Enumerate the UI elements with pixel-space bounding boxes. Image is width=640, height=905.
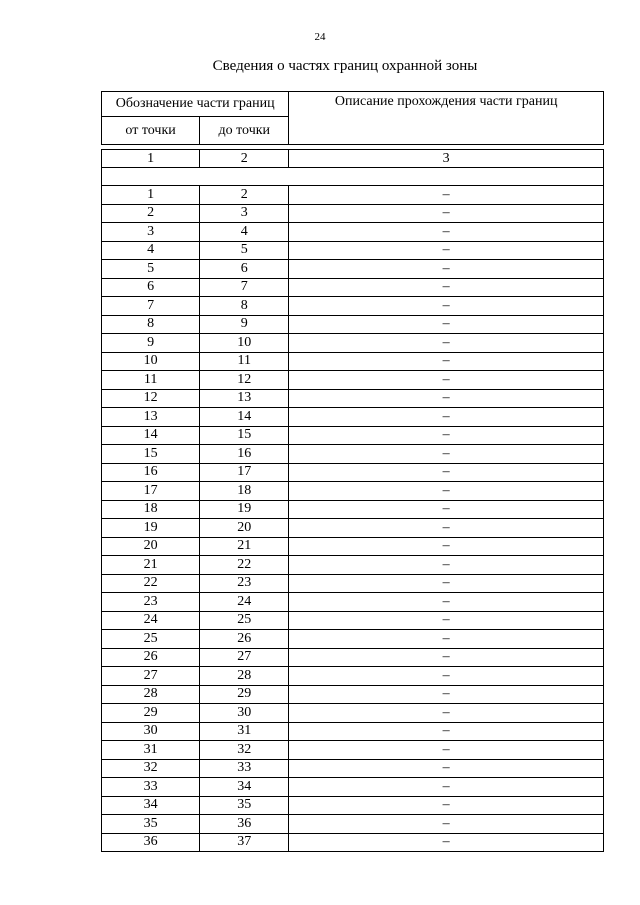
cell-to: 36	[200, 815, 289, 834]
cell-to: 22	[200, 556, 289, 575]
table-row	[102, 278, 604, 297]
table-row	[102, 334, 604, 353]
cell-from: 29	[102, 704, 200, 723]
cell-to: 15	[200, 426, 289, 445]
cell-from: 14	[102, 426, 200, 445]
cell-desc: –	[289, 537, 604, 556]
table-row	[102, 463, 604, 482]
cell-to: 20	[200, 519, 289, 538]
cell-from: 31	[102, 741, 200, 760]
cell-from: 16	[102, 463, 200, 482]
cell-from: 12	[102, 389, 200, 408]
table-row	[102, 759, 604, 778]
cell-to: 27	[200, 648, 289, 667]
cell-to: 10	[200, 334, 289, 353]
table-row	[102, 741, 604, 760]
cell-desc: –	[289, 408, 604, 427]
cell-from: 8	[102, 315, 200, 334]
column-number-row	[102, 150, 604, 168]
cell-desc: –	[289, 223, 604, 242]
cell-to: 8	[200, 297, 289, 316]
cell-to: 24	[200, 593, 289, 612]
table-row	[102, 445, 604, 464]
cell-to: 13	[200, 389, 289, 408]
table-row	[102, 389, 604, 408]
cell-from: 3	[102, 223, 200, 242]
cell-to: 5	[200, 241, 289, 260]
cell-to: 34	[200, 778, 289, 797]
table-row	[102, 241, 604, 260]
cell-to: 31	[200, 722, 289, 741]
cell-to: 32	[200, 741, 289, 760]
cell-from: 1	[102, 186, 200, 205]
cell-to: 23	[200, 574, 289, 593]
cell-to: 6	[200, 260, 289, 279]
cell-desc: –	[289, 389, 604, 408]
header-description-label: Описание прохождения части границ	[289, 92, 604, 145]
table-row	[102, 796, 604, 815]
cell-desc: –	[289, 556, 604, 575]
cell-desc: –	[289, 186, 604, 205]
table-row	[102, 815, 604, 834]
cell-from: 24	[102, 611, 200, 630]
cell-desc: –	[289, 241, 604, 260]
table-row	[102, 648, 604, 667]
table-row	[102, 482, 604, 501]
cell-from: 2	[102, 204, 200, 223]
cell-from: 32	[102, 759, 200, 778]
cell-desc: –	[289, 704, 604, 723]
table-row	[102, 704, 604, 723]
header-group-label: Обозначение части границ	[102, 92, 289, 117]
cell-to: 33	[200, 759, 289, 778]
cell-from: 27	[102, 667, 200, 686]
table-row	[102, 371, 604, 390]
table-row	[102, 593, 604, 612]
blank-cell	[102, 168, 604, 186]
cell-to: 2	[200, 186, 289, 205]
cell-from: 17	[102, 482, 200, 501]
cell-desc: –	[289, 260, 604, 279]
cell-desc: –	[289, 574, 604, 593]
cell-desc: –	[289, 278, 604, 297]
cell-desc: –	[289, 315, 604, 334]
cell-from: 26	[102, 648, 200, 667]
cell-desc: –	[289, 815, 604, 834]
cell-desc: –	[289, 722, 604, 741]
cell-to: 25	[200, 611, 289, 630]
cell-to: 4	[200, 223, 289, 242]
cell-from: 30	[102, 722, 200, 741]
cell-desc: –	[289, 833, 604, 852]
cell-desc: –	[289, 667, 604, 686]
table-row	[102, 833, 604, 852]
cell-from: 9	[102, 334, 200, 353]
cell-from: 18	[102, 500, 200, 519]
table-row	[102, 611, 604, 630]
cell-desc: –	[289, 630, 604, 649]
header-to-label: до точки	[200, 117, 289, 145]
table-row	[102, 315, 604, 334]
cell-to: 16	[200, 445, 289, 464]
cell-from: 36	[102, 833, 200, 852]
cell-desc: –	[289, 741, 604, 760]
table-row	[102, 556, 604, 575]
table-row	[102, 297, 604, 316]
cell-from: 15	[102, 445, 200, 464]
cell-to: 28	[200, 667, 289, 686]
column-number-3: 3	[289, 150, 604, 168]
cell-to: 7	[200, 278, 289, 297]
cell-to: 18	[200, 482, 289, 501]
cell-to: 29	[200, 685, 289, 704]
table-row	[102, 667, 604, 686]
cell-from: 7	[102, 297, 200, 316]
table-row	[102, 204, 604, 223]
cell-to: 17	[200, 463, 289, 482]
cell-to: 30	[200, 704, 289, 723]
document-title: Сведения о частях границ охранной зоны	[212, 58, 478, 74]
boundary-parts-table	[101, 91, 604, 852]
cell-from: 35	[102, 815, 200, 834]
cell-from: 19	[102, 519, 200, 538]
header-from-label: от точки	[102, 117, 200, 145]
table-row	[102, 223, 604, 242]
cell-from: 22	[102, 574, 200, 593]
table-row	[102, 685, 604, 704]
cell-desc: –	[289, 593, 604, 612]
column-number-2: 2	[200, 150, 289, 168]
cell-desc: –	[289, 334, 604, 353]
cell-to: 35	[200, 796, 289, 815]
cell-from: 20	[102, 537, 200, 556]
cell-to: 37	[200, 833, 289, 852]
cell-desc: –	[289, 796, 604, 815]
cell-from: 4	[102, 241, 200, 260]
cell-desc: –	[289, 204, 604, 223]
table-row	[102, 574, 604, 593]
cell-desc: –	[289, 500, 604, 519]
table-row	[102, 519, 604, 538]
cell-to: 21	[200, 537, 289, 556]
cell-desc: –	[289, 648, 604, 667]
table-row	[102, 426, 604, 445]
cell-desc: –	[289, 778, 604, 797]
table-row	[102, 352, 604, 371]
cell-to: 12	[200, 371, 289, 390]
cell-to: 9	[200, 315, 289, 334]
table-row	[102, 537, 604, 556]
cell-from: 23	[102, 593, 200, 612]
cell-to: 26	[200, 630, 289, 649]
cell-desc: –	[289, 297, 604, 316]
cell-from: 33	[102, 778, 200, 797]
cell-desc: –	[289, 759, 604, 778]
table-row	[102, 722, 604, 741]
cell-to: 14	[200, 408, 289, 427]
cell-from: 11	[102, 371, 200, 390]
cell-to: 19	[200, 500, 289, 519]
cell-desc: –	[289, 482, 604, 501]
cell-desc: –	[289, 463, 604, 482]
cell-desc: –	[289, 426, 604, 445]
cell-from: 28	[102, 685, 200, 704]
header-row-1	[102, 92, 604, 117]
cell-from: 10	[102, 352, 200, 371]
cell-desc: –	[289, 519, 604, 538]
cell-desc: –	[289, 352, 604, 371]
table-row	[102, 630, 604, 649]
cell-from: 5	[102, 260, 200, 279]
cell-to: 3	[200, 204, 289, 223]
cell-from: 25	[102, 630, 200, 649]
blank-row	[102, 168, 604, 186]
cell-from: 34	[102, 796, 200, 815]
cell-desc: –	[289, 685, 604, 704]
cell-from: 6	[102, 278, 200, 297]
table-row	[102, 260, 604, 279]
page-number: 24	[314, 31, 326, 43]
table-row	[102, 500, 604, 519]
cell-to: 11	[200, 352, 289, 371]
cell-desc: –	[289, 611, 604, 630]
table-row	[102, 778, 604, 797]
table-row	[102, 186, 604, 205]
table-row	[102, 408, 604, 427]
cell-desc: –	[289, 445, 604, 464]
cell-from: 21	[102, 556, 200, 575]
cell-desc: –	[289, 371, 604, 390]
column-number-1: 1	[102, 150, 200, 168]
cell-from: 13	[102, 408, 200, 427]
